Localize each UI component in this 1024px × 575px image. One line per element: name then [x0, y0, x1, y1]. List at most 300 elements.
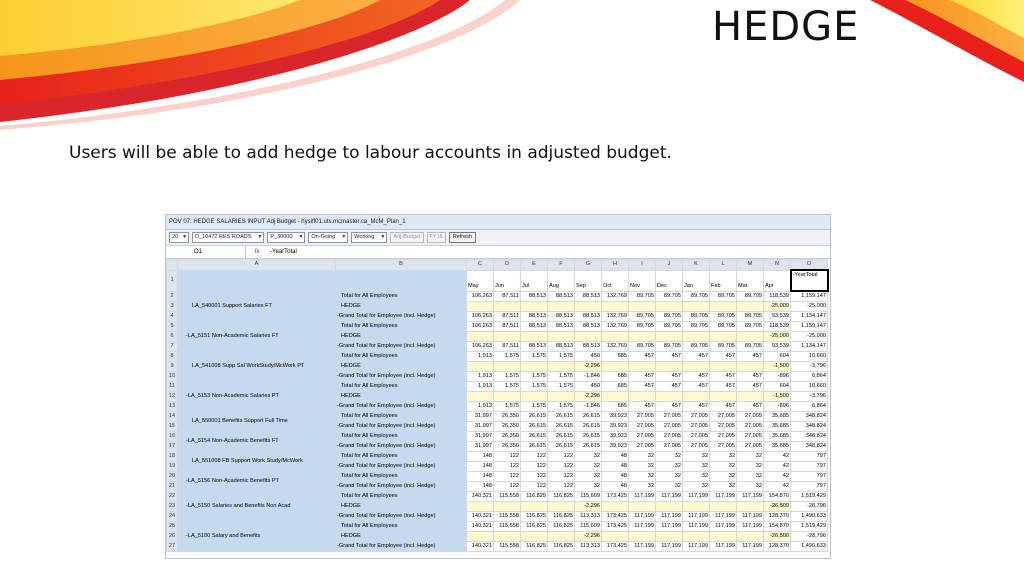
- hedge-input-cell[interactable]: [737, 302, 764, 312]
- value-cell[interactable]: 117,199: [656, 492, 683, 502]
- hedge-input-cell[interactable]: [467, 502, 494, 512]
- month-header[interactable]: Nov: [629, 270, 656, 291]
- value-cell[interactable]: 140,321: [467, 542, 494, 552]
- value-cell[interactable]: 27,005: [629, 412, 656, 422]
- value-cell[interactable]: 32: [656, 482, 683, 492]
- value-cell[interactable]: 132,769: [602, 312, 629, 322]
- value-cell[interactable]: 27,005: [629, 422, 656, 432]
- row-label[interactable]: HEDGE: [336, 332, 467, 342]
- pov-dropdown-entity[interactable]: 20 ▼: [169, 232, 189, 243]
- row-label[interactable]: HEDGE: [336, 502, 467, 512]
- value-cell[interactable]: 1,519,429: [791, 492, 828, 502]
- value-cell[interactable]: 89,705: [629, 322, 656, 332]
- row-label[interactable]: Total for All Employees: [336, 382, 467, 392]
- value-cell[interactable]: 122: [521, 472, 548, 482]
- value-cell[interactable]: 457: [656, 352, 683, 362]
- hedge-input-cell[interactable]: -28,796: [791, 502, 828, 512]
- row-number[interactable]: 18: [167, 452, 178, 462]
- hedge-input-cell[interactable]: [602, 362, 629, 372]
- value-cell[interactable]: 122: [548, 482, 575, 492]
- row-label[interactable]: Total for All Employees: [336, 492, 467, 502]
- row-number[interactable]: 27: [167, 542, 178, 552]
- value-cell[interactable]: 89,705: [737, 342, 764, 352]
- row-number[interactable]: 26: [167, 532, 178, 542]
- hedge-input-cell[interactable]: [521, 362, 548, 372]
- column-header[interactable]: I: [629, 260, 656, 271]
- hedge-input-cell[interactable]: [656, 532, 683, 542]
- row-label[interactable]: -Grand Total for Employee (incl. Hedge): [336, 542, 467, 552]
- value-cell[interactable]: 117,199: [629, 522, 656, 532]
- value-cell[interactable]: 87,511: [494, 312, 521, 322]
- pov-dropdown-department[interactable]: D_10472 RES ROADS ▼: [192, 232, 264, 243]
- value-cell[interactable]: 87,511: [494, 291, 521, 302]
- column-header[interactable]: B: [336, 260, 467, 271]
- value-cell[interactable]: 117,199: [629, 542, 656, 552]
- hedge-input-cell[interactable]: [602, 502, 629, 512]
- row-number[interactable]: 10: [167, 372, 178, 382]
- value-cell[interactable]: 35,685: [764, 442, 791, 452]
- value-cell[interactable]: 457: [683, 402, 710, 412]
- value-cell[interactable]: 32: [710, 452, 737, 462]
- hedge-input-cell[interactable]: -2,296: [575, 362, 602, 372]
- value-cell[interactable]: 27,005: [737, 432, 764, 442]
- value-cell[interactable]: 132,769: [602, 322, 629, 332]
- value-cell[interactable]: 117,199: [710, 522, 737, 532]
- row-number[interactable]: 3: [167, 302, 178, 312]
- value-cell[interactable]: 1,159,147: [791, 322, 828, 332]
- row-number[interactable]: 15: [167, 422, 178, 432]
- value-cell[interactable]: 93,539: [764, 342, 791, 352]
- value-cell[interactable]: 27,005: [656, 442, 683, 452]
- value-cell[interactable]: 604: [764, 382, 791, 392]
- hedge-input-cell[interactable]: [710, 302, 737, 312]
- value-cell[interactable]: 89,705: [656, 291, 683, 302]
- value-cell[interactable]: 117,199: [737, 522, 764, 532]
- hedge-input-cell[interactable]: [683, 502, 710, 512]
- value-cell[interactable]: 1,575: [494, 382, 521, 392]
- value-cell[interactable]: 35,685: [764, 432, 791, 442]
- value-cell[interactable]: 450: [575, 352, 602, 362]
- value-cell[interactable]: 457: [629, 352, 656, 362]
- value-cell[interactable]: 122: [494, 472, 521, 482]
- row-label[interactable]: -Grand Total for Employee (incl. Hedge): [336, 402, 467, 412]
- row-label[interactable]: -Grand Total for Employee (incl. Hedge): [336, 442, 467, 452]
- value-cell[interactable]: 89,705: [656, 322, 683, 332]
- hedge-input-cell[interactable]: [656, 362, 683, 372]
- row-label[interactable]: Total for All Employees: [336, 352, 467, 362]
- value-cell[interactable]: 116,825: [548, 512, 575, 522]
- value-cell[interactable]: 27,005: [710, 412, 737, 422]
- value-cell[interactable]: 457: [629, 372, 656, 382]
- value-cell[interactable]: 32: [737, 452, 764, 462]
- value-cell[interactable]: 132,769: [602, 291, 629, 302]
- row-number[interactable]: 14: [167, 412, 178, 422]
- value-cell[interactable]: 148: [467, 472, 494, 482]
- value-cell[interactable]: 39,923: [602, 432, 629, 442]
- row-number[interactable]: 2: [167, 291, 178, 302]
- row-number[interactable]: 23: [167, 502, 178, 512]
- value-cell[interactable]: 140,321: [467, 522, 494, 532]
- value-cell[interactable]: 31,997: [467, 442, 494, 452]
- value-cell[interactable]: 115,558: [494, 492, 521, 502]
- hedge-input-cell[interactable]: -2,296: [575, 502, 602, 512]
- value-cell[interactable]: 154,870: [764, 492, 791, 502]
- hedge-input-cell[interactable]: [575, 302, 602, 312]
- hedge-input-cell[interactable]: -25,000: [791, 332, 828, 342]
- value-cell[interactable]: 457: [710, 372, 737, 382]
- value-cell[interactable]: 42: [764, 452, 791, 462]
- value-cell[interactable]: 1,575: [521, 352, 548, 362]
- hedge-input-cell[interactable]: [467, 302, 494, 312]
- value-cell[interactable]: 128,370: [764, 542, 791, 552]
- value-cell[interactable]: 88,513: [575, 322, 602, 332]
- value-cell[interactable]: 457: [683, 352, 710, 362]
- row-number[interactable]: 6: [167, 332, 178, 342]
- value-cell[interactable]: 48: [602, 452, 629, 462]
- value-cell[interactable]: 173,425: [602, 522, 629, 532]
- hedge-input-cell[interactable]: [548, 302, 575, 312]
- hedge-input-cell[interactable]: [467, 362, 494, 372]
- value-cell[interactable]: 93,539: [764, 312, 791, 322]
- value-cell[interactable]: 117,199: [710, 512, 737, 522]
- hedge-input-cell[interactable]: [656, 302, 683, 312]
- value-cell[interactable]: 87,511: [494, 342, 521, 352]
- value-cell[interactable]: 457: [737, 402, 764, 412]
- value-cell[interactable]: 1,575: [521, 402, 548, 412]
- value-cell[interactable]: 118,539: [764, 291, 791, 302]
- column-header[interactable]: G: [575, 260, 602, 271]
- column-header[interactable]: M: [737, 260, 764, 271]
- hedge-input-cell[interactable]: -26,500: [764, 502, 791, 512]
- value-cell[interactable]: 32: [656, 452, 683, 462]
- value-cell[interactable]: 89,705: [656, 312, 683, 322]
- value-cell[interactable]: 116,825: [548, 522, 575, 532]
- value-cell[interactable]: -896: [764, 402, 791, 412]
- row-label[interactable]: -Grand Total for Employee (incl. Hedge): [336, 512, 467, 522]
- month-header[interactable]: Sep: [575, 270, 602, 291]
- value-cell[interactable]: 35,685: [764, 412, 791, 422]
- value-cell[interactable]: 117,199: [656, 522, 683, 532]
- column-header[interactable]: [167, 260, 178, 271]
- value-cell[interactable]: 1,575: [521, 372, 548, 382]
- row-label[interactable]: Total for All Employees: [336, 452, 467, 462]
- value-cell[interactable]: 457: [656, 402, 683, 412]
- row-number[interactable]: 24: [167, 512, 178, 522]
- value-cell[interactable]: 118,539: [764, 322, 791, 332]
- value-cell[interactable]: -1,846: [575, 372, 602, 382]
- hedge-input-cell[interactable]: [494, 362, 521, 372]
- value-cell[interactable]: 457: [737, 372, 764, 382]
- value-cell[interactable]: 88,513: [548, 291, 575, 302]
- month-header[interactable]: Mar: [737, 270, 764, 291]
- value-cell[interactable]: 797: [791, 472, 828, 482]
- hedge-input-cell[interactable]: [683, 332, 710, 342]
- value-cell[interactable]: 140,321: [467, 512, 494, 522]
- row-number[interactable]: 20: [167, 472, 178, 482]
- hedge-input-cell[interactable]: [656, 332, 683, 342]
- row-number[interactable]: 5: [167, 322, 178, 332]
- value-cell[interactable]: 1,575: [548, 382, 575, 392]
- value-cell[interactable]: 26,615: [548, 422, 575, 432]
- value-cell[interactable]: 348,824: [791, 422, 828, 432]
- hedge-input-cell[interactable]: [521, 532, 548, 542]
- value-cell[interactable]: 27,005: [710, 432, 737, 442]
- hedge-input-cell[interactable]: [602, 332, 629, 342]
- hedge-input-cell[interactable]: [737, 332, 764, 342]
- row-label[interactable]: Total for All Employees: [336, 412, 467, 422]
- value-cell[interactable]: 87,511: [494, 322, 521, 332]
- value-cell[interactable]: 89,705: [737, 312, 764, 322]
- value-cell[interactable]: 89,705: [683, 291, 710, 302]
- value-cell[interactable]: 132,769: [602, 342, 629, 352]
- refresh-button[interactable]: Refresh: [449, 232, 476, 243]
- account-label[interactable]: -LA_5100 Salary and Benefits: [178, 522, 336, 552]
- row-number[interactable]: 8: [167, 352, 178, 362]
- value-cell[interactable]: 26,350: [494, 432, 521, 442]
- value-cell[interactable]: 26,350: [494, 412, 521, 422]
- value-cell[interactable]: 1,575: [548, 352, 575, 362]
- value-cell[interactable]: 32: [629, 472, 656, 482]
- value-cell[interactable]: 457: [629, 382, 656, 392]
- value-cell[interactable]: 88,513: [575, 312, 602, 322]
- value-cell[interactable]: 39,923: [602, 442, 629, 452]
- column-header[interactable]: L: [710, 260, 737, 271]
- pov-dropdown-version[interactable]: Working ▼: [351, 232, 387, 243]
- row-label[interactable]: -Grand Total for Employee (incl. Hedge): [336, 482, 467, 492]
- value-cell[interactable]: 88,513: [575, 291, 602, 302]
- column-header[interactable]: D: [494, 260, 521, 271]
- hedge-input-cell[interactable]: [656, 502, 683, 512]
- value-cell[interactable]: 116,825: [521, 522, 548, 532]
- value-cell[interactable]: 122: [548, 462, 575, 472]
- value-cell[interactable]: 1,159,147: [791, 291, 828, 302]
- value-cell[interactable]: -896: [764, 372, 791, 382]
- hedge-input-cell[interactable]: [629, 502, 656, 512]
- year-total-header[interactable]: -YearTotal: [791, 270, 828, 291]
- hedge-input-cell[interactable]: [494, 502, 521, 512]
- value-cell[interactable]: 116,825: [521, 542, 548, 552]
- month-header[interactable]: Aug: [548, 270, 575, 291]
- account-label[interactable]: LA_551008 FB Support Work Study/McWork: [178, 452, 336, 472]
- value-cell[interactable]: 116,825: [521, 512, 548, 522]
- pov-dropdown-status[interactable]: On-Going ▼: [308, 232, 348, 243]
- value-cell[interactable]: 88,513: [575, 342, 602, 352]
- value-cell[interactable]: 89,705: [683, 312, 710, 322]
- value-cell[interactable]: 122: [521, 462, 548, 472]
- value-cell[interactable]: 117,199: [683, 492, 710, 502]
- value-cell[interactable]: 122: [521, 452, 548, 462]
- value-cell[interactable]: 48: [602, 462, 629, 472]
- value-cell[interactable]: 26,615: [521, 412, 548, 422]
- value-cell[interactable]: 1,134,147: [791, 342, 828, 352]
- value-cell[interactable]: 88,513: [521, 322, 548, 332]
- value-cell[interactable]: 27,005: [656, 422, 683, 432]
- hedge-input-cell[interactable]: [521, 392, 548, 402]
- value-cell[interactable]: 116,825: [548, 492, 575, 502]
- value-cell[interactable]: 122: [548, 472, 575, 482]
- value-cell[interactable]: 32: [656, 462, 683, 472]
- column-header[interactable]: A: [178, 260, 336, 271]
- month-header[interactable]: Oct: [602, 270, 629, 291]
- value-cell[interactable]: 88,513: [521, 291, 548, 302]
- value-cell[interactable]: 1,490,633: [791, 512, 828, 522]
- value-cell[interactable]: 27,005: [629, 432, 656, 442]
- hedge-input-cell[interactable]: [521, 302, 548, 312]
- value-cell[interactable]: 89,705: [629, 312, 656, 322]
- hedge-input-cell[interactable]: -2,296: [575, 392, 602, 402]
- value-cell[interactable]: 115,558: [494, 512, 521, 522]
- value-cell[interactable]: 6,864: [791, 372, 828, 382]
- value-cell[interactable]: 113,313: [575, 542, 602, 552]
- row-label[interactable]: HEDGE: [336, 532, 467, 542]
- hedge-input-cell[interactable]: -25,000: [791, 302, 828, 312]
- row-label[interactable]: -Grand Total for Employee (incl. Hedge): [336, 422, 467, 432]
- value-cell[interactable]: 32: [629, 482, 656, 492]
- value-cell[interactable]: 27,005: [710, 442, 737, 452]
- row-label[interactable]: Total for All Employees: [336, 522, 467, 532]
- hedge-input-cell[interactable]: [710, 362, 737, 372]
- account-label[interactable]: LA_540001 Support Salaries FT: [178, 291, 336, 322]
- hedge-input-cell[interactable]: [737, 392, 764, 402]
- value-cell[interactable]: 348,824: [791, 432, 828, 442]
- hedge-input-cell[interactable]: [737, 532, 764, 542]
- hedge-input-cell[interactable]: [710, 332, 737, 342]
- row-label[interactable]: Total for All Employees: [336, 322, 467, 332]
- value-cell[interactable]: 89,705: [737, 291, 764, 302]
- month-header[interactable]: Feb: [710, 270, 737, 291]
- value-cell[interactable]: 173,425: [602, 492, 629, 502]
- hedge-input-cell[interactable]: [737, 362, 764, 372]
- value-cell[interactable]: 27,005: [629, 442, 656, 452]
- value-cell[interactable]: 1,575: [494, 352, 521, 362]
- value-cell[interactable]: 26,615: [548, 432, 575, 442]
- value-cell[interactable]: 348,824: [791, 442, 828, 452]
- value-cell[interactable]: 26,615: [575, 412, 602, 422]
- value-cell[interactable]: 32: [737, 472, 764, 482]
- value-cell[interactable]: 48: [602, 482, 629, 492]
- value-cell[interactable]: 115,609: [575, 522, 602, 532]
- hedge-input-cell[interactable]: [656, 392, 683, 402]
- row-number[interactable]: 19: [167, 462, 178, 472]
- value-cell[interactable]: 122: [494, 462, 521, 472]
- value-cell[interactable]: 89,705: [656, 342, 683, 352]
- column-header[interactable]: E: [521, 260, 548, 271]
- value-cell[interactable]: 35,685: [764, 422, 791, 432]
- value-cell[interactable]: 450: [575, 382, 602, 392]
- value-cell[interactable]: 32: [575, 462, 602, 472]
- value-cell[interactable]: 173,425: [602, 542, 629, 552]
- hedge-input-cell[interactable]: -3,796: [791, 392, 828, 402]
- value-cell[interactable]: 31,997: [467, 422, 494, 432]
- value-cell[interactable]: 32: [629, 452, 656, 462]
- hedge-input-cell[interactable]: [629, 362, 656, 372]
- value-cell[interactable]: 173,425: [602, 512, 629, 522]
- row-label[interactable]: -Grand Total for Employee (incl. Hedge): [336, 342, 467, 352]
- row-label[interactable]: -Grand Total for Employee (incl. Hedge): [336, 372, 467, 382]
- value-cell[interactable]: 32: [575, 452, 602, 462]
- value-cell[interactable]: 26,615: [575, 442, 602, 452]
- hedge-input-cell[interactable]: -25,000: [764, 332, 791, 342]
- value-cell[interactable]: 26,615: [521, 442, 548, 452]
- value-cell[interactable]: 117,199: [683, 522, 710, 532]
- row-number[interactable]: 9: [167, 362, 178, 372]
- column-header[interactable]: K: [683, 260, 710, 271]
- value-cell[interactable]: 457: [710, 382, 737, 392]
- value-cell[interactable]: 117,199: [683, 512, 710, 522]
- value-cell[interactable]: 797: [791, 462, 828, 472]
- value-cell[interactable]: 32: [737, 482, 764, 492]
- value-cell[interactable]: 457: [737, 382, 764, 392]
- value-cell[interactable]: 26,615: [575, 422, 602, 432]
- value-cell[interactable]: 117,199: [710, 492, 737, 502]
- value-cell[interactable]: 32: [710, 462, 737, 472]
- hedge-input-cell[interactable]: [683, 532, 710, 542]
- account-label[interactable]: LA_541008 Supp Sal WorkStudy/McWork PT: [178, 352, 336, 382]
- value-cell[interactable]: 32: [710, 482, 737, 492]
- row-label[interactable]: HEDGE: [336, 362, 467, 372]
- value-cell[interactable]: 27,005: [656, 432, 683, 442]
- value-cell[interactable]: 140,321: [467, 492, 494, 502]
- value-cell[interactable]: 88,513: [548, 312, 575, 322]
- hedge-input-cell[interactable]: -2,296: [575, 532, 602, 542]
- value-cell[interactable]: 1,913: [467, 352, 494, 362]
- value-cell[interactable]: 457: [656, 372, 683, 382]
- hedge-input-cell[interactable]: -25,000: [764, 302, 791, 312]
- value-cell[interactable]: 32: [710, 472, 737, 482]
- value-cell[interactable]: 148: [467, 452, 494, 462]
- account-label[interactable]: -LA_5150 Salaries and Benefits Non Acad: [178, 492, 336, 522]
- hedge-input-cell[interactable]: -3,796: [791, 362, 828, 372]
- value-cell[interactable]: 1,575: [548, 372, 575, 382]
- value-cell[interactable]: 10,660: [791, 382, 828, 392]
- value-cell[interactable]: 27,005: [683, 442, 710, 452]
- value-cell[interactable]: 42: [764, 462, 791, 472]
- hedge-input-cell[interactable]: [548, 502, 575, 512]
- value-cell[interactable]: 457: [683, 382, 710, 392]
- column-header[interactable]: N: [764, 260, 791, 271]
- value-cell[interactable]: 685: [602, 402, 629, 412]
- value-cell[interactable]: 117,199: [656, 512, 683, 522]
- value-cell[interactable]: 32: [575, 482, 602, 492]
- value-cell[interactable]: 685: [602, 382, 629, 392]
- hedge-input-cell[interactable]: [602, 532, 629, 542]
- hedge-input-cell[interactable]: [629, 392, 656, 402]
- value-cell[interactable]: 88,513: [548, 322, 575, 332]
- row-label[interactable]: Total for All Employees: [336, 432, 467, 442]
- hedge-input-cell[interactable]: [575, 332, 602, 342]
- hedge-input-cell[interactable]: [494, 392, 521, 402]
- value-cell[interactable]: 1,134,147: [791, 312, 828, 322]
- value-cell[interactable]: 27,005: [737, 442, 764, 452]
- value-cell[interactable]: 32: [656, 472, 683, 482]
- account-label[interactable]: LA_550001 Benefits Support Full Time: [178, 412, 336, 432]
- value-cell[interactable]: 457: [683, 372, 710, 382]
- row-number[interactable]: 13: [167, 402, 178, 412]
- month-header[interactable]: Jan: [683, 270, 710, 291]
- row-number[interactable]: 25: [167, 522, 178, 532]
- value-cell[interactable]: 32: [683, 452, 710, 462]
- value-cell[interactable]: 115,558: [494, 522, 521, 532]
- value-cell[interactable]: 116,825: [521, 492, 548, 502]
- column-header[interactable]: H: [602, 260, 629, 271]
- value-cell[interactable]: 348,824: [791, 412, 828, 422]
- value-cell[interactable]: 117,199: [737, 492, 764, 502]
- value-cell[interactable]: 604: [764, 352, 791, 362]
- value-cell[interactable]: 89,705: [710, 342, 737, 352]
- value-cell[interactable]: 1,575: [548, 402, 575, 412]
- row-number[interactable]: 17: [167, 442, 178, 452]
- value-cell[interactable]: 27,005: [710, 422, 737, 432]
